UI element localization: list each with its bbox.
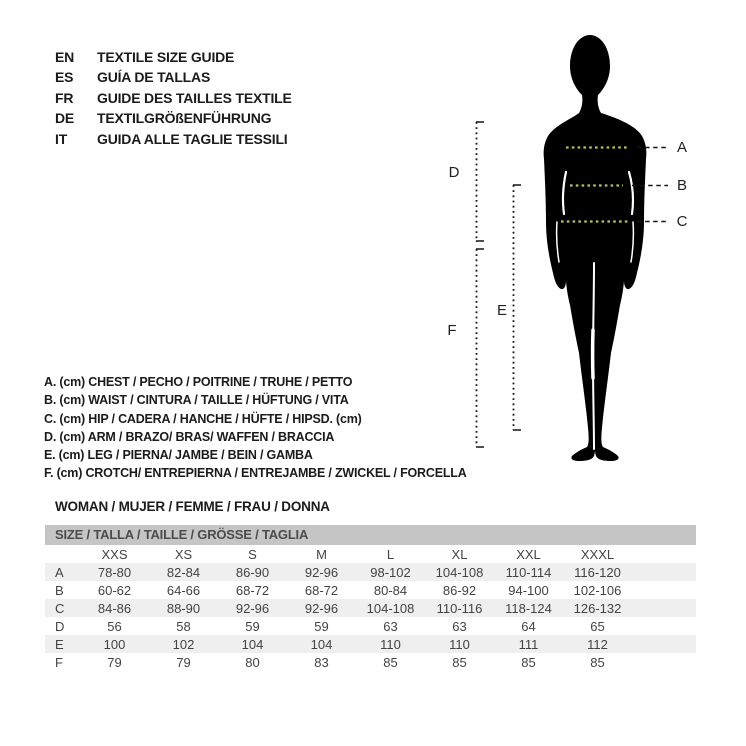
language-title: GUÍA DE TALLAS <box>97 69 211 86</box>
language-row <box>55 108 292 128</box>
language-code: FR <box>55 89 74 106</box>
cell: 110 <box>356 635 425 653</box>
cell: 59 <box>245 618 260 634</box>
gender-heading: WOMAN / MUJER / FEMME / FRAU / DONNA <box>55 499 330 514</box>
cell: 56 <box>107 618 122 634</box>
filler-cell <box>632 599 696 617</box>
cell: 118-124 <box>494 599 563 617</box>
cell: 65 <box>590 618 605 634</box>
cell: 126-132 <box>563 599 632 617</box>
table-row-crotch <box>45 653 696 671</box>
cell: 80 <box>245 654 260 670</box>
cell: 63 <box>383 618 398 634</box>
filler-cell <box>632 545 696 563</box>
language-code: DE <box>55 110 75 127</box>
cell: 78-80 <box>80 563 149 581</box>
language-row <box>55 47 292 67</box>
filler-cell <box>632 635 696 653</box>
cell: 116-120 <box>563 563 632 581</box>
language-title: TEXTILGRÖßENFÜHRUNG <box>97 110 272 127</box>
cell: 104 <box>287 635 356 653</box>
cell: 83 <box>314 654 329 670</box>
size-col-s: S <box>248 546 257 562</box>
measurement-lines-graphic <box>440 100 710 460</box>
corner-cell <box>45 545 80 563</box>
row-label: F <box>55 654 63 670</box>
cell: 68-72 <box>304 582 339 598</box>
language-title: GUIDA ALLE TAGLIE TESSILI <box>97 130 288 147</box>
table-row-leg <box>45 635 696 653</box>
language-code: ES <box>55 69 74 86</box>
cell: 84-86 <box>80 599 149 617</box>
table-row-chest <box>45 563 696 581</box>
table-row-hip <box>45 599 696 617</box>
row-label: E <box>45 635 80 653</box>
cell: 98-102 <box>356 563 425 581</box>
size-col-xs: XS <box>174 546 193 562</box>
cell: 104-108 <box>425 563 494 581</box>
cell: 102-106 <box>573 582 622 598</box>
size-col-xxxl: XXXL <box>580 546 615 562</box>
cell: 86-90 <box>218 563 287 581</box>
language-title: GUIDE DES TAILLES TEXTILE <box>97 89 292 106</box>
row-label: B <box>55 582 64 598</box>
cell: 64 <box>521 618 536 634</box>
cell: 64-66 <box>166 582 201 598</box>
cell: 94-100 <box>508 582 549 598</box>
language-row <box>55 129 292 149</box>
size-col-xl: XL <box>451 546 468 562</box>
legend-line-arm: D. (cm) ARM / BRAZO/ BRAS/ WAFFEN / BRACCIA <box>44 429 335 444</box>
figure-label-crotch: F <box>447 322 457 339</box>
size-col-xxs: XXS <box>101 546 128 562</box>
legend-line-leg: E. (cm) LEG / PIERNA/ JAMBE / BEIN / GAMBA <box>44 448 313 463</box>
cell: 85 <box>452 654 467 670</box>
cell: 100 <box>80 635 149 653</box>
size-table-section <box>45 525 696 671</box>
table-row-arm <box>45 617 696 635</box>
cell: 92-96 <box>218 599 287 617</box>
figure-label-hip: C <box>676 213 688 230</box>
cell: 58 <box>176 618 191 634</box>
language-row <box>55 67 292 87</box>
figure-label-waist: B <box>676 177 687 194</box>
cell: 85 <box>590 654 605 670</box>
cell: 110-114 <box>494 563 563 581</box>
cell: 92-96 <box>287 599 356 617</box>
size-col-l: L <box>386 546 395 562</box>
cell: 110 <box>425 635 494 653</box>
language-row <box>55 88 292 108</box>
language-code: IT <box>55 130 68 147</box>
filler-cell <box>632 563 696 581</box>
filler-cell <box>632 581 696 599</box>
row-label: C <box>45 599 80 617</box>
language-title: TEXTILE SIZE GUIDE <box>97 49 235 65</box>
figure-label-arm: D <box>448 164 460 181</box>
cell: 85 <box>383 654 398 670</box>
cell: 63 <box>452 618 467 634</box>
size-table <box>45 545 696 671</box>
cell: 110-116 <box>425 599 494 617</box>
language-code: EN <box>55 49 75 65</box>
cell: 85 <box>521 654 536 670</box>
cell: 92-96 <box>287 563 356 581</box>
row-label: D <box>55 618 65 634</box>
cell: 111 <box>494 635 563 653</box>
language-title-block <box>55 47 292 149</box>
cell: 88-90 <box>149 599 218 617</box>
cell: 68-72 <box>235 582 270 598</box>
size-columns-row <box>45 545 696 563</box>
cell: 112 <box>563 635 632 653</box>
cell: 80-84 <box>373 582 408 598</box>
figure-label-leg: E <box>496 302 507 319</box>
table-row-waist <box>45 581 696 599</box>
size-col-m: M <box>316 546 327 562</box>
legend-line-hip: C. (cm) HIP / CADERA / HANCHE / HÜFTE / HIPSD. (cm) <box>44 411 362 426</box>
cell: 104 <box>218 635 287 653</box>
cell: 60-62 <box>97 582 132 598</box>
cell: 82-84 <box>149 563 218 581</box>
cell: 102 <box>149 635 218 653</box>
measurement-legend <box>44 373 467 483</box>
legend-line-chest: A. (cm) CHEST / PECHO / POITRINE / TRUHE / PETTO <box>44 375 353 389</box>
size-col-xxl: XXL <box>516 546 541 562</box>
arm-measure-ticks <box>476 122 484 241</box>
cell: 79 <box>107 654 122 670</box>
cell: 86-92 <box>442 582 477 598</box>
row-label: A <box>45 563 80 581</box>
filler-cell <box>632 653 696 671</box>
filler-cell <box>632 617 696 635</box>
legend-line-waist: B. (cm) WAIST / CINTURA / TAILLE / HÜFTUNG / VITA <box>44 393 349 408</box>
legend-line-crotch: F. (cm) CROTCH/ ENTREPIERNA / ENTREJAMBE / ZWICKEL / FORCELLA <box>44 466 467 481</box>
size-table-header: SIZE / TALLA / TAILLE / GRÖSSE / TAGLIA <box>45 525 696 545</box>
figure-label-chest: A <box>676 139 687 156</box>
cell: 59 <box>314 618 329 634</box>
cell: 79 <box>176 654 191 670</box>
cell: 104-108 <box>356 599 425 617</box>
